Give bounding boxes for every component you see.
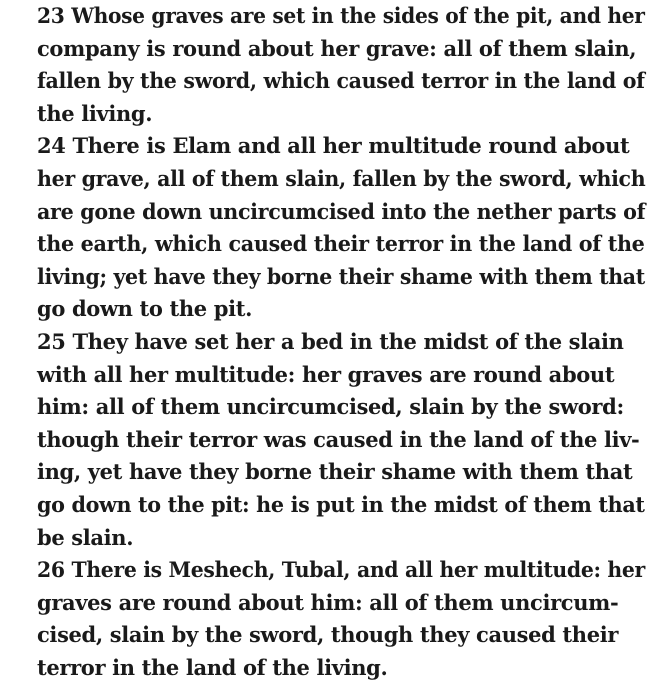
text-line: 25 They have set her a bed in the midst of the slain	[37, 328, 624, 354]
text-line: are gone down uncircumcised into the nether parts of	[37, 198, 646, 224]
text-line: with all her multitude: her graves are round about	[37, 361, 615, 387]
verse-26	[37, 554, 645, 684]
text-line: be slain.	[37, 524, 134, 550]
text-line: living; yet have they borne their shame with them that	[37, 263, 645, 289]
text-line: company is round about her grave: all of them slain,	[37, 35, 637, 61]
text-line: ing, yet have they borne their shame with them that	[37, 459, 633, 485]
scripture-page	[37, 0, 645, 684]
verse-25	[37, 326, 645, 554]
text-line: the earth, which caused their terror in the land of the	[37, 231, 645, 257]
verse-23	[37, 0, 645, 130]
text-line: the living.	[37, 100, 153, 126]
text-line: terror in the land of the living.	[37, 654, 388, 680]
text-line: though their terror was caused in the land of the liv-	[37, 426, 640, 452]
text-line: go down to the pit.	[37, 296, 253, 322]
text-line: him: all of them uncircumcised, slain by the sword:	[37, 394, 624, 420]
text-line: go down to the pit: he is put in the midst of them that	[37, 491, 645, 517]
text-line: her grave, all of them slain, fallen by the sword, which	[37, 165, 646, 191]
verse-24	[37, 130, 645, 326]
text-line: graves are round about him: all of them uncircum-	[37, 589, 619, 615]
text-line: fallen by the sword, which caused terror in the land of	[37, 68, 645, 94]
text-line: 26 There is Meshech, Tubal, and all her multitude: her	[37, 557, 645, 583]
text-line: 24 There is Elam and all her multitude round about	[37, 133, 630, 159]
text-line: 23 Whose graves are set in the sides of the pit, and her	[37, 3, 645, 28]
text-line: cised, slain by the sword, though they caused their	[37, 622, 619, 648]
